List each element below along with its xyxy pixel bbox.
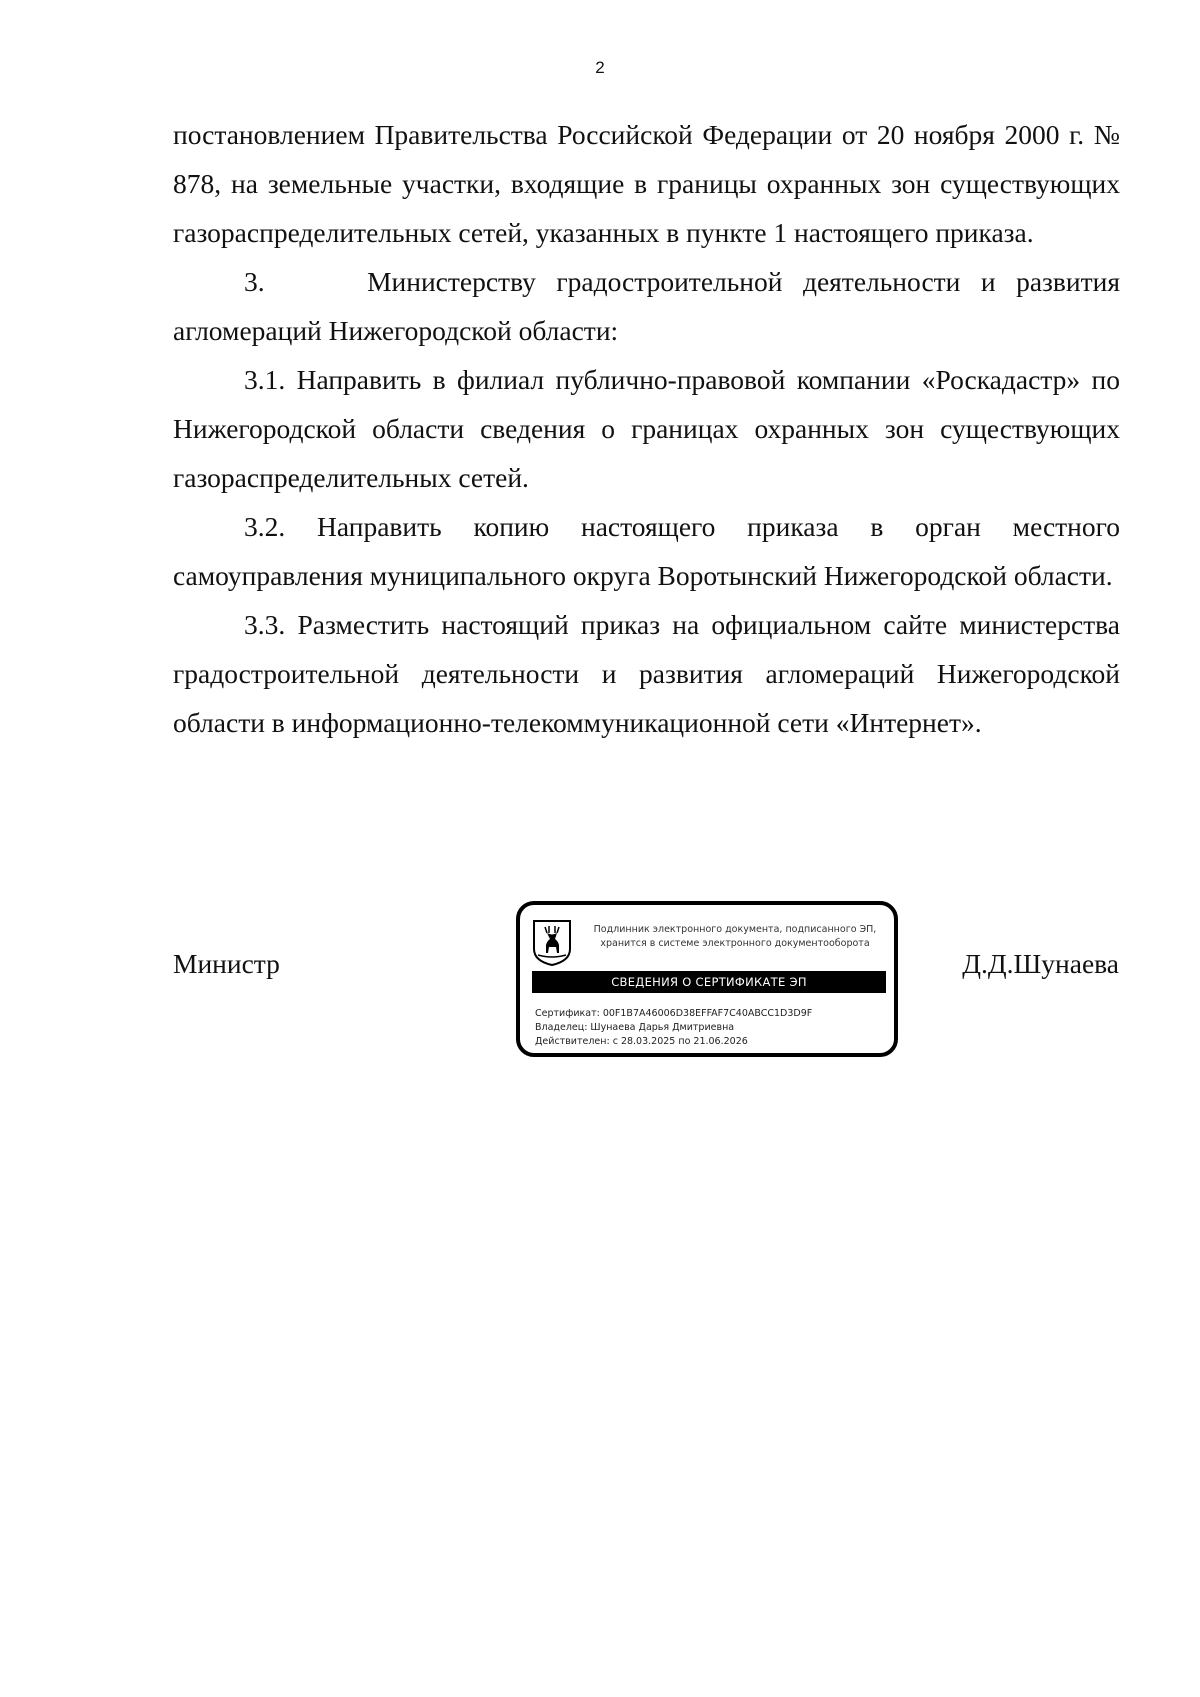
certificate-banner: СВЕДЕНИЯ О СЕРТИФИКАТЕ ЭП — [532, 971, 886, 993]
paragraph-item-3-2: 3.2. Направить копию настоящего приказа в орган местного самоуправления муниципального округа Воротынский Нижегородской области. — [173, 511, 1120, 591]
signer-name: Д.Д.Шунаева — [962, 948, 1119, 979]
coat-of-arms-icon — [532, 919, 572, 967]
stamp-notice-line: хранится в системе электронного документооборота — [600, 938, 870, 949]
stamp-notice — [582, 923, 888, 951]
paragraph-item-3-1: 3.1. Направить в филиал публично-правовой компании «Роскадастр» по Нижегородской области сведения о границах охранных зон существующих газораспределительных сетей. — [173, 364, 1120, 493]
paragraph-item-3-3: 3.3. Разместить настоящий приказ на официальном сайте министерства градостроительной деятельности и развития агломераций Нижегородской области в информационно-телекоммуникационной сети «Интернет». — [173, 609, 1120, 738]
electronic-signature-stamp — [516, 901, 898, 1057]
certificate-details — [535, 1007, 812, 1049]
signer-title: Министр — [173, 948, 280, 979]
page-number: 2 — [595, 58, 605, 77]
certificate-owner: Владелец: Шунаева Дарья Дмитриевна — [535, 1022, 735, 1033]
certificate-number: Сертификат: 00F1B7A46006D38EFFAF7C40ABCC1D3D9F — [535, 1008, 813, 1019]
paragraph-continuation: постановлением Правительства Российской Федерации от 20 ноября 2000 г. № 878, на земельные участки, входящие в границы охранных зон существующих газораспределительных сетей, указанных в пункте 1 настоящего приказа. — [173, 119, 1120, 248]
document-body — [173, 110, 1120, 747]
paragraph-item-3: 3. Министерству градостроительной деятельности и развития агломераций Нижегородской области: — [173, 266, 1120, 346]
stamp-notice-line: Подлинник электронного документа, подписанного ЭП, — [593, 924, 877, 935]
certificate-validity: Действителен: с 28.03.2025 по 21.06.2026 — [535, 1036, 748, 1047]
